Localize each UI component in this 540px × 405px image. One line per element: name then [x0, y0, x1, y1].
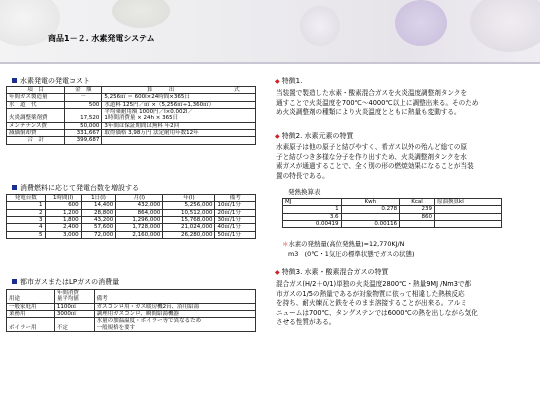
- feature1-text: 当装置で製造した水素・酸素混合ガスを火炎温度調整剤タンクを 通すことで火炎温度を700℃〜4000℃以上に調整出来る。そのため め火炎調整剤の種類により火炎温度とともに熱量も変動する。: [276, 89, 479, 117]
- feature1-heading: ◆ 特徴1.: [275, 77, 303, 85]
- gas-header-note: 備考: [94, 290, 255, 304]
- conversion-header-oil: 原油換算kl: [435, 199, 502, 206]
- gas-table: [6, 289, 256, 332]
- star-icon: ＊: [282, 240, 289, 248]
- table-row: 水 道 代 500 水道料 125円／㎥ ×（5,256㎥÷1,360㎥）: [7, 101, 256, 108]
- bullet-diamond-icon: ◆: [275, 133, 280, 140]
- hydrogen-heat-note: ＊水素の発熱量(高位発熱量)=12,770KJ/N m3 (0℃・1気圧の標準状態でガスの状態): [282, 240, 415, 258]
- cost-table: [6, 86, 256, 145]
- table-row: 2 1,200 28,800 864,000 10,512,000 20㎥/1分: [7, 209, 256, 216]
- cost-section-heading: 水素発電の発電コスト: [12, 76, 90, 86]
- fuel-header-hour: 1時間(l): [45, 195, 81, 202]
- gas-section-heading: 都市ガスまたはLPガスの消費量: [12, 277, 119, 287]
- cost-header-amount: 金 額: [65, 87, 102, 94]
- conversion-header-kwh: Kwh: [341, 199, 400, 206]
- feature3-text: 混合ガス(H/2＋0/1)単独の火炎温度2800℃・熱量9MJ /Nm3で都 市ガスの1/5の熱量であるが対象物質に依って相違した熱核反応 を持ち、耐火煉瓦と鉄をそのまま溶接することが出来る。アルミ ニュームは700℃、タングステンでは6000℃の熱を出しながら気化 させる性質がある。: [276, 280, 478, 327]
- bullet-square-icon: [12, 78, 17, 83]
- conversion-header-mj: MJ: [283, 199, 342, 206]
- feature2-text: 水素原子は他の原子と結びやすく、希ガス以外の殆んど総ての原 子と結びつき多様な分子を作り出すため、火炎調整剤タンクを水 素ガスが通過することで、全く別の形の燃焼効果になることが当装 置の特長である。: [276, 143, 474, 180]
- feature2-heading: ◆ 特徴2. 水素元素の特質: [275, 132, 354, 140]
- table-row: メンテナンス費 50,000 3年間は保証期間は無料 年2回: [7, 122, 256, 129]
- fuel-header-units: 発電台数: [7, 195, 46, 202]
- table-row: 5 3,000 72,000 2,160,000 26,280,000 50㎥/1分: [7, 231, 256, 238]
- cost-header-formula: 式: [219, 87, 256, 94]
- bullet-square-icon: [12, 185, 17, 190]
- bullet-diamond-icon: ◆: [275, 269, 280, 276]
- feature3-heading: ◆ 特徴3. 水素・酸素混合ガスの特質: [275, 268, 389, 276]
- cost-header-calc: 算 出: [102, 87, 219, 94]
- header-banner: [0, 0, 540, 62]
- cost-header-item: 項 目: [7, 87, 65, 94]
- header-divider: [0, 62, 540, 64]
- decorative-leaf-image: [112, 0, 170, 28]
- decorative-bubble-image: [300, 6, 340, 46]
- table-row: 1 600 14,400 432,000 5,256,000 10㎥/1分: [7, 202, 256, 209]
- table-row: 火炎調整薬剤費 17,520 1時間消費量 × 24h × 365日: [7, 115, 256, 122]
- table-row: 年間ガス製造量 － 5,256㎥ ＝ 600l×24時間×365日: [7, 94, 256, 101]
- gas-header-annual: 年間消費 量平均値: [54, 290, 94, 304]
- bullet-square-icon: [12, 279, 17, 284]
- table-row: 平均乗耐用額 1000円／l×0.002l／: [7, 108, 256, 115]
- table-row: 1 0.278 239: [283, 206, 502, 213]
- fuel-section-heading: 消費燃料に応じて発電台数を増設する: [12, 183, 139, 193]
- table-row: ボイラー用 不定 水量の加温温度・ボイラー等で異なるため 一般規格を要す: [7, 318, 256, 332]
- table-row: 4 2,400 57,600 1,728,000 21,024,000 40㎥/1分: [7, 224, 256, 231]
- decorative-arch-image: [470, 0, 540, 52]
- conversion-table: [282, 198, 502, 228]
- page-title: 商品1－２. 水素発電システム: [48, 34, 155, 43]
- table-row: 減価償却費 331,667 取得価格 3,98万円 法定耐用年数12年: [7, 129, 256, 136]
- fuel-header-note: 備考: [215, 195, 256, 202]
- gas-header-usage: 用途: [7, 290, 55, 304]
- table-row: 0.00419 0.00116: [283, 220, 502, 227]
- fuel-table: [6, 194, 256, 239]
- bullet-diamond-icon: ◆: [275, 78, 280, 85]
- fuel-header-month: 月(l): [116, 195, 163, 202]
- fuel-header-year: 年(l): [163, 195, 215, 202]
- table-row: 業務用 3000㎥ 調理用ガスコンロ、瞬間給湯機器: [7, 310, 256, 317]
- conversion-header-kcal: Kcal: [400, 199, 435, 206]
- conversion-heading: 発熱換算表: [288, 188, 321, 196]
- table-row: 3 1,800 43,200 1,296,000 15,768,000 30㎥/1分: [7, 216, 256, 223]
- decorative-flower-image: [395, 0, 447, 46]
- table-row: 合 計 399,687: [7, 137, 256, 144]
- table-row: 3.6 860: [283, 213, 502, 220]
- table-row: 一般家庭用 1100㎥ ガスコンロ用・ガス暖房機2台、浴用給湯: [7, 303, 256, 310]
- fuel-header-day: 1日(l): [81, 195, 116, 202]
